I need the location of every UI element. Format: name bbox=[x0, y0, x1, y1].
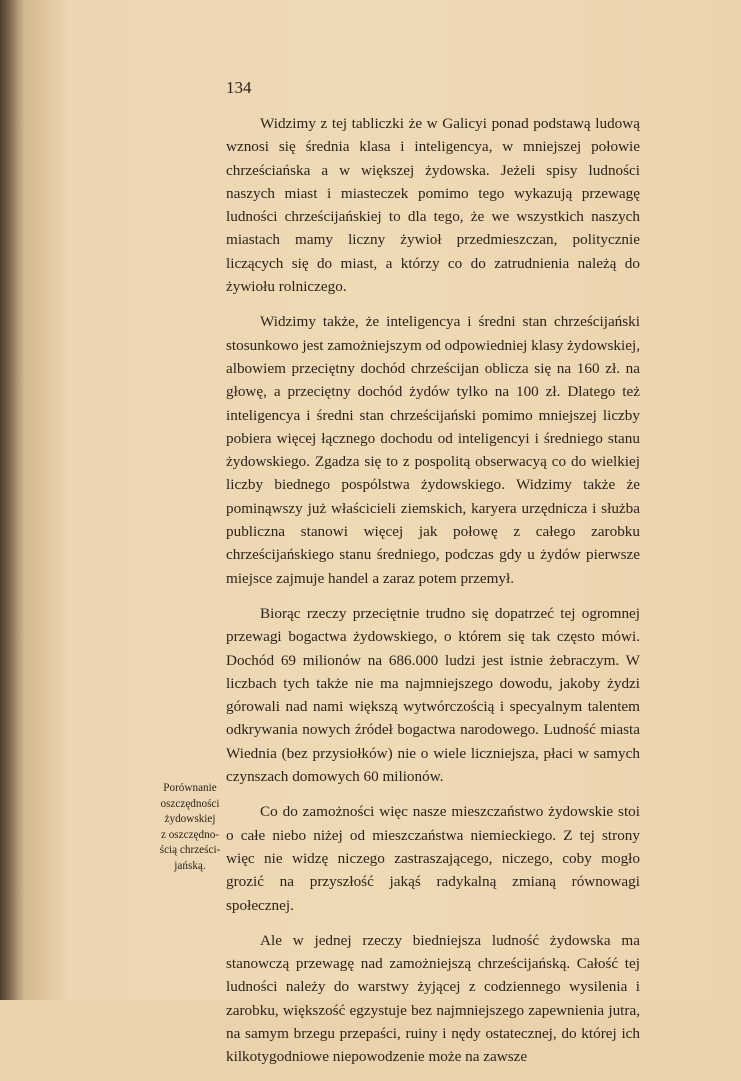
paragraph-5: Ale w jednej rzeczy biedniejsza ludność żydowska ma stanowczą przewagę nad zamożniejszą chrześcijańską. Całość tej ludności należy do warstwy żyjącej z codziennego wysilenia i zarobku, większość egzystuje bez najmniejszego zapewnienia jutra, na samym brzegu przepaści, ruiny i nędy ostatecznej, do której ich kilkotygodniowe niepowodzenie może na zawsze bbox=[226, 931, 640, 1066]
page-number: 134 bbox=[226, 78, 252, 97]
body-text bbox=[226, 112, 640, 1081]
margin-note bbox=[154, 781, 226, 875]
paragraph-1: Widzimy z tej tabliczki że w Galicyi ponad podstawą ludową wznosi się średnia klasa i inteligencya, w mniejszej połowie chrześciańska a w większej żydowska. Jeżeli spisy ludności naszych miast i miasteczek pomimo tego wykazują przewagę ludności chrześcijańskiej to dla tego, że we wszystkich naszych miastach mamy liczny żywioł przedmieszczan, politycznie liczących się do miast, a którzy co do zatrudnienia należą do żywiołu rolniczego. bbox=[226, 115, 640, 296]
margin-note-line: z oszczędno- bbox=[160, 828, 220, 841]
book-binding-edge bbox=[0, 0, 26, 1000]
margin-note-line: jańską. bbox=[174, 859, 206, 872]
paragraph-3: Biorąc rzeczy przeciętnie trudno się dopatrzeć tej ogromnej przewagi bogactwa żydowskiego, o którem się tak często mówi. Dochód 69 milionów na 686.000 ludzi jest istnie żebraczym. W liczbach tych także nie ma najmniejszego dowodu, jakoby żydzi górowali nad nami większą wytwórczością i specyalnym talentem odkrywania nowych źródeł bogactwa narodowego. Ludność miasta Wiednia (bez przysiołków) nie o wiele liczniejsza, płaci w samych czynszach domowych 60 milionów. bbox=[226, 604, 640, 786]
margin-note-line: żydowskiej bbox=[164, 813, 216, 826]
margin-note-line: ścią chrześci- bbox=[159, 844, 221, 857]
margin-note-line: Porównanie bbox=[163, 782, 217, 794]
book-page bbox=[26, 0, 741, 1066]
paragraph-2: Widzimy także, że inteligencya i średni stan chrześcijański stosunkowo jest zamożniejszym od odpowiedniej klasy żydowskiej, albowiem przeciętny dochód chrześcijan oblicza się na 160 zł. na głowę, a przeciętny dochód żydów tylko na 100 zł. Dlatego też inteligencya i średni stan chrześcijański pomimo mniejszej liczby pobiera więcej łącznego dochodu od inteligencyi i średniego stanu żydowskiego. Zgadza się to z pospolitą obserwacyą co do wielkiej liczby biednego pospólstwa żydowskiego. Widzimy także że pominąwszy już właścicieli ziemskich, karyera urzędnicza i służba publiczna stanowi więcej jak połowę z całego zarobku chrześcijańskiego stanu średniego, podczas gdy u żydów pierwsze miejsce zajmuje handel a zaraz potem przemył. bbox=[226, 313, 640, 587]
paragraph-4: Co do zamożności więc nasze mieszczaństwo żydowskie stoi o całe niebo niżej od mieszczaństwa niemieckiego. Z tej strony więc nie widzę niczego zastraszającego, niczego, coby mogło grozić na przyszłość jakąś radykalną zmianą równowagi społecznej. bbox=[226, 803, 640, 914]
margin-note-line: oszczędności bbox=[160, 797, 220, 810]
